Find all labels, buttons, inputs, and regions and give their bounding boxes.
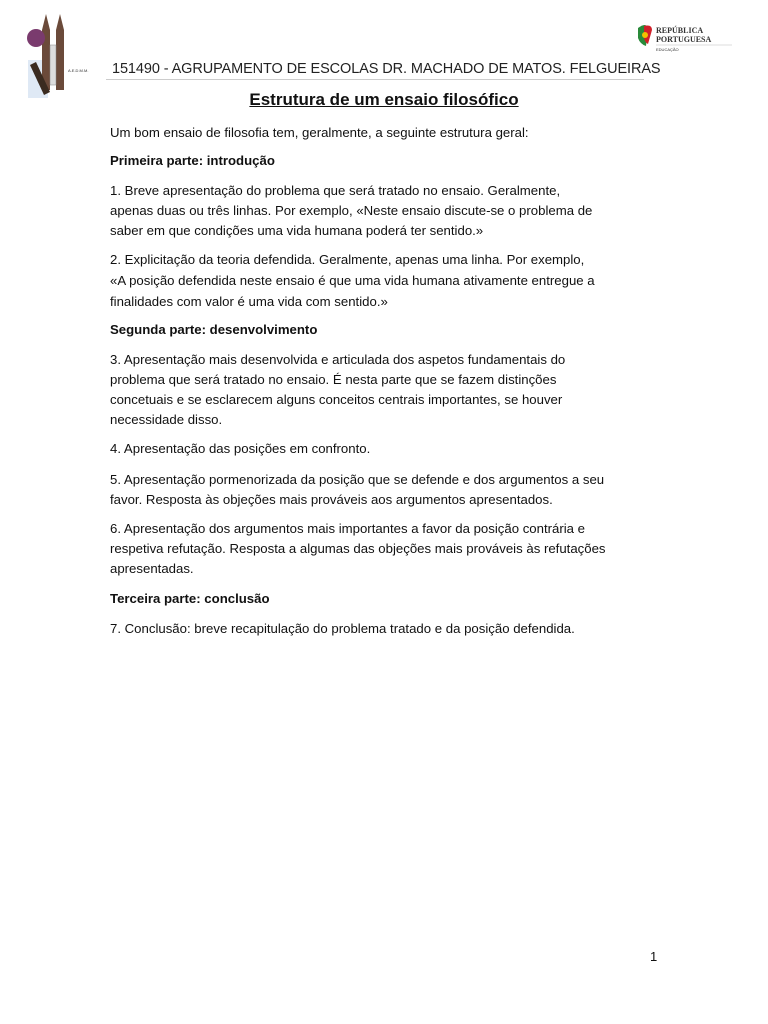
text-line: apresentadas.	[110, 561, 194, 576]
text-line: favor. Resposta às objeções mais prováveis aos argumentos apresentados.	[110, 492, 553, 507]
svg-text:EDUCAÇÃO: EDUCAÇÃO	[656, 47, 679, 52]
svg-text:PORTUGUESA: PORTUGUESA	[656, 35, 712, 44]
text-line: 4. Apresentação das posições em confronto.	[110, 441, 371, 456]
school-logo	[26, 10, 89, 100]
text-line: 1. Breve apresentação do problema que será tratado no ensaio. Geralmente,	[110, 183, 561, 198]
text-line: 7. Conclusão: breve recapitulação do problema tratado e da posição defendida.	[110, 621, 575, 636]
svg-text:A.E.D.M.M.: A.E.D.M.M.	[68, 68, 89, 73]
text-line: 2. Explicitação da teoria defendida. Geralmente, apenas uma linha. Por exemplo,	[110, 252, 585, 267]
text-line: «A posição defendida neste ensaio é que uma vida humana ativamente entregue a	[110, 273, 595, 288]
text-line: concetuais e se esclarecem alguns conceitos centrais importantes, se houver	[110, 392, 563, 407]
text-line: 5. Apresentação pormenorizada da posição que se defende e dos argumentos a seu	[110, 472, 605, 487]
text-line: 6. Apresentação dos argumentos mais importantes a favor da posição contrária e	[110, 521, 586, 536]
text-line: finalidades com valor é uma vida com sentido.»	[110, 294, 388, 309]
svg-text:REPÚBLICA: REPÚBLICA	[656, 26, 704, 35]
text-line: problema que será tratado no ensaio. É nesta parte que se fazem distinções	[110, 372, 557, 387]
text-line: 3. Apresentação mais desenvolvida e articulada dos aspetos fundamentais do	[110, 352, 566, 367]
text-line: apenas duas ou três linhas. Por exemplo, «Neste ensaio discute-se o problema de	[110, 203, 593, 218]
text-line: saber em que condições uma vida humana poderá ter sentido.»	[110, 223, 484, 238]
document-title: Estrutura de um ensaio filosófico	[249, 90, 519, 109]
section-heading: Terceira parte: conclusão	[110, 591, 270, 606]
text-line: Um bom ensaio de filosofia tem, geralmente, a seguinte estrutura geral:	[110, 125, 529, 140]
header-divider	[106, 79, 644, 80]
school-name-header: 151490 - AGRUPAMENTO DE ESCOLAS DR. MACHADO DE MATOS. FELGUEIRAS	[112, 61, 661, 77]
republica-portuguesa-logo	[636, 22, 736, 52]
section-heading: Primeira parte: introdução	[110, 153, 275, 168]
section-heading: Segunda parte: desenvolvimento	[110, 322, 318, 337]
text-line: necessidade disso.	[110, 412, 223, 427]
page-number: 1	[650, 949, 658, 964]
text-line: respetiva refutação. Resposta a algumas das objeções mais prováveis às refutações	[110, 541, 606, 556]
